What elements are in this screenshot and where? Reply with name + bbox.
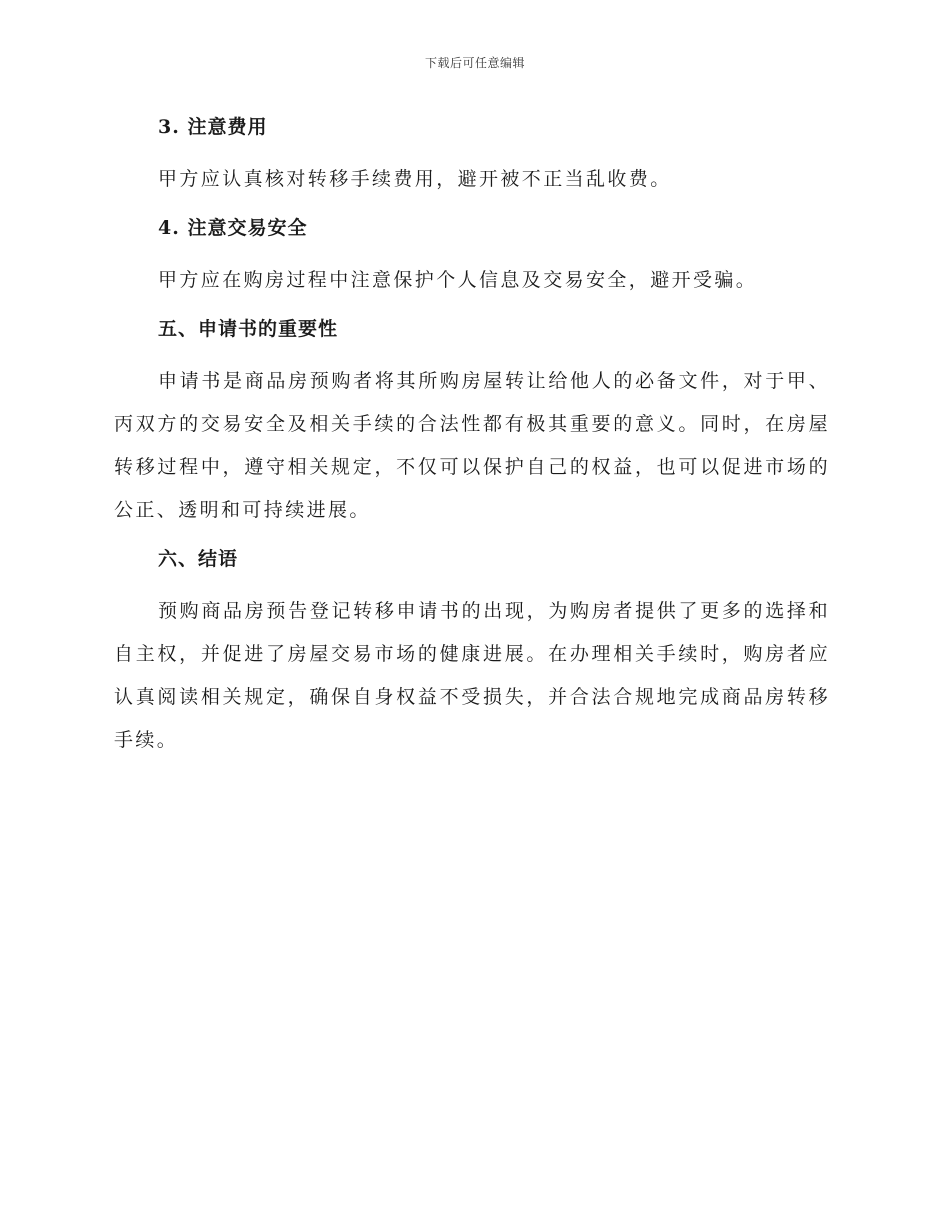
section-conclusion bbox=[114, 544, 830, 762]
section-heading: 3. 注意费用 bbox=[158, 116, 268, 138]
section-paragraph: 申请书是商品房预购者将其所购房屋转让给他人的必备文件，对于甲、丙双方的交易安全及相关手续的合法性都有极其重要的意义。同时，在房屋转移过程中，遵守相关规定，不仅可以保护自己的权益，也可以促进市场的公正、透明和可持续进展。 bbox=[114, 370, 830, 521]
section-heading: 五、申请书的重要性 bbox=[158, 318, 339, 340]
section-fees bbox=[114, 112, 830, 201]
section-transaction-safety bbox=[114, 213, 830, 302]
page-header: 下载后可任意编辑 bbox=[424, 56, 525, 70]
document-body bbox=[114, 112, 830, 762]
section-importance bbox=[114, 314, 830, 532]
section-paragraph: 甲方应认真核对转移手续费用，避开被不正当乱收费。 bbox=[158, 168, 672, 190]
section-paragraph: 预购商品房预告登记转移申请书的出现，为购房者提供了更多的选择和自主权，并促进了房屋交易市场的健康进展。在办理相关手续时，购房者应认真阅读相关规定，确保自身权益不受损失，并合法合规地完成商品房转移手续。 bbox=[114, 600, 830, 751]
section-heading: 六、结语 bbox=[158, 548, 239, 570]
section-heading: 4. 注意交易安全 bbox=[158, 217, 308, 239]
section-paragraph: 甲方应在购房过程中注意保护个人信息及交易安全，避开受骗。 bbox=[158, 269, 758, 291]
